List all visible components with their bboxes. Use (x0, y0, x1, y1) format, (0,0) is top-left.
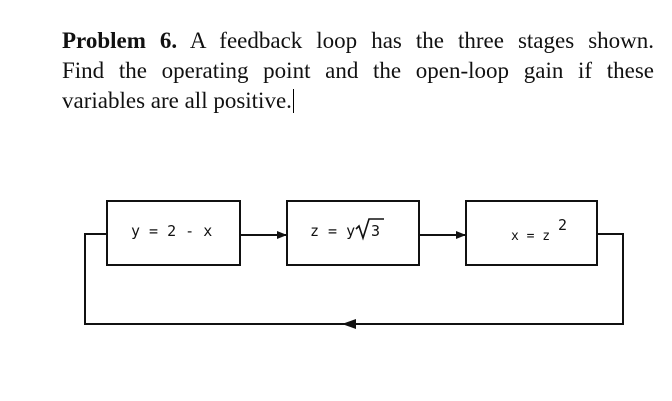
stage-1-label: y = 2 - x (131, 222, 213, 240)
problem-line-2: Find the operating point and the open-loop gain if these (62, 58, 654, 83)
feedback-arrowhead (342, 319, 356, 329)
stage-2-radicand: 3 (371, 222, 381, 240)
problem-label: Problem 6. (62, 28, 178, 53)
stage-3-label: x = z (511, 229, 551, 244)
stage-3-exponent: 2 (558, 216, 568, 234)
stage-2-label: z = y (310, 222, 356, 240)
feedback-path (85, 234, 623, 324)
problem-line-3: variables are all positive. (62, 88, 292, 113)
problem-line-1: A feedback loop has the three stages shown. (189, 28, 654, 53)
